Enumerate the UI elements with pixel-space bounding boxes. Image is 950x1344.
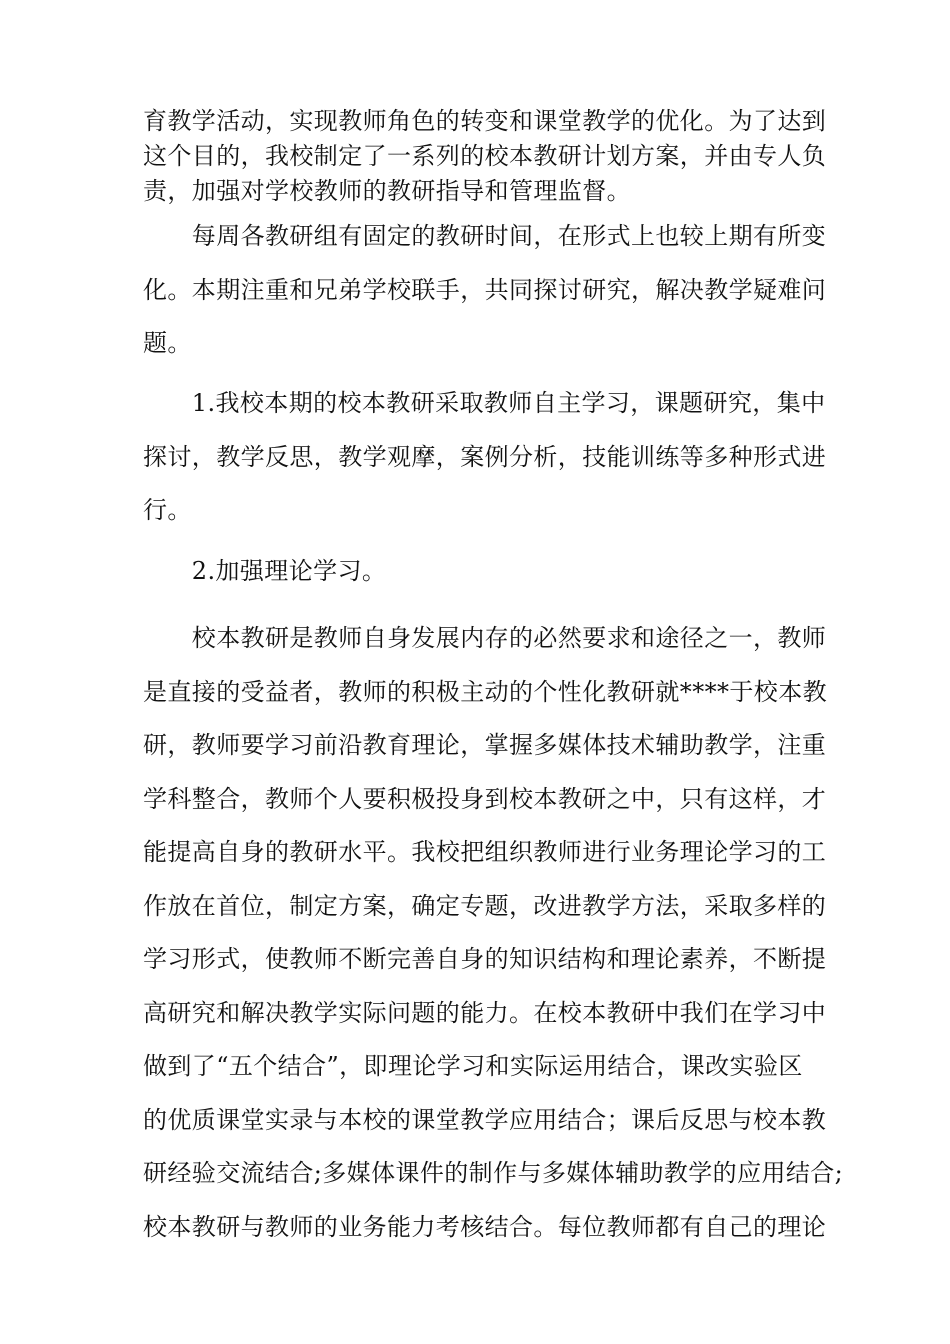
text-line: 育教学活动，实现教师角色的转变和课堂教学的优化。为了达到 [143,107,827,135]
text-line: 2.加强理论学习。 [143,557,387,585]
text-line: 责，加强对学校教师的教研指导和管理监督。 [143,177,631,205]
text-line: 校本教研是教师自身发展内存的必然要求和途径之一，教师 [143,624,827,652]
paragraph-intro-continuation [143,104,827,209]
text-line: 1.我校本期的校本教研采取教师自主学习，课题研究，集中 [143,389,826,417]
text-line: 行。 [143,496,192,524]
paragraph-theory-study [143,612,844,1254]
text-line: 学习形式，使教师不断完善自身的知识结构和理论素养，不断提 [143,945,827,973]
paragraph-item-1 [143,377,827,538]
text-line: 是直接的受益者，教师的积极主动的个性化教研就****于校本教 [143,677,827,706]
text-line: 题。 [143,329,192,357]
text-line: 探讨，教学反思，教学观摩，案例分析，技能训练等多种形式进 [143,442,827,471]
text-line: 做到了“五个结合”，即理论学习和实际运用结合，课改实验区 [143,1052,803,1080]
text-line: 每周各教研组有固定的教研时间，在形式上也较上期有所变 [143,222,827,250]
paragraph-item-2 [143,545,813,599]
text-line: 研，教师要学习前沿教育理论，掌握多媒体技术辅助教学，注重 [143,731,827,759]
text-line: 校本教研与教师的业务能力考核结合。每位教师都有自己的理论 [143,1212,827,1241]
text-line: 高研究和解决教学实际问题的能力。在校本教研中我们在学习中 [143,998,827,1027]
text-line: 化。本期注重和兄弟学校联手，共同探讨研究，解决教学疑难问 [143,275,827,304]
paragraph-weekly-research [143,210,827,371]
text-line: 学科整合，教师个人要积极投身到校本教研之中，只有这样，才 [143,784,827,813]
text-line: 这个目的，我校制定了一系列的校本教研计划方案，并由专人负 [143,142,827,170]
text-line: 作放在首位，制定方案，确定专题，改进教学方法，采取多样的 [143,891,827,920]
text-line: 研经验交流结合;多媒体课件的制作与多媒体辅助教学的应用结合; [143,1159,844,1187]
text-line: 的优质课堂实录与本校的课堂教学应用结合；课后反思与校本教 [143,1105,827,1134]
text-line: 能提高自身的教研水平。我校把组织教师进行业务理论学习的工 [143,838,827,866]
